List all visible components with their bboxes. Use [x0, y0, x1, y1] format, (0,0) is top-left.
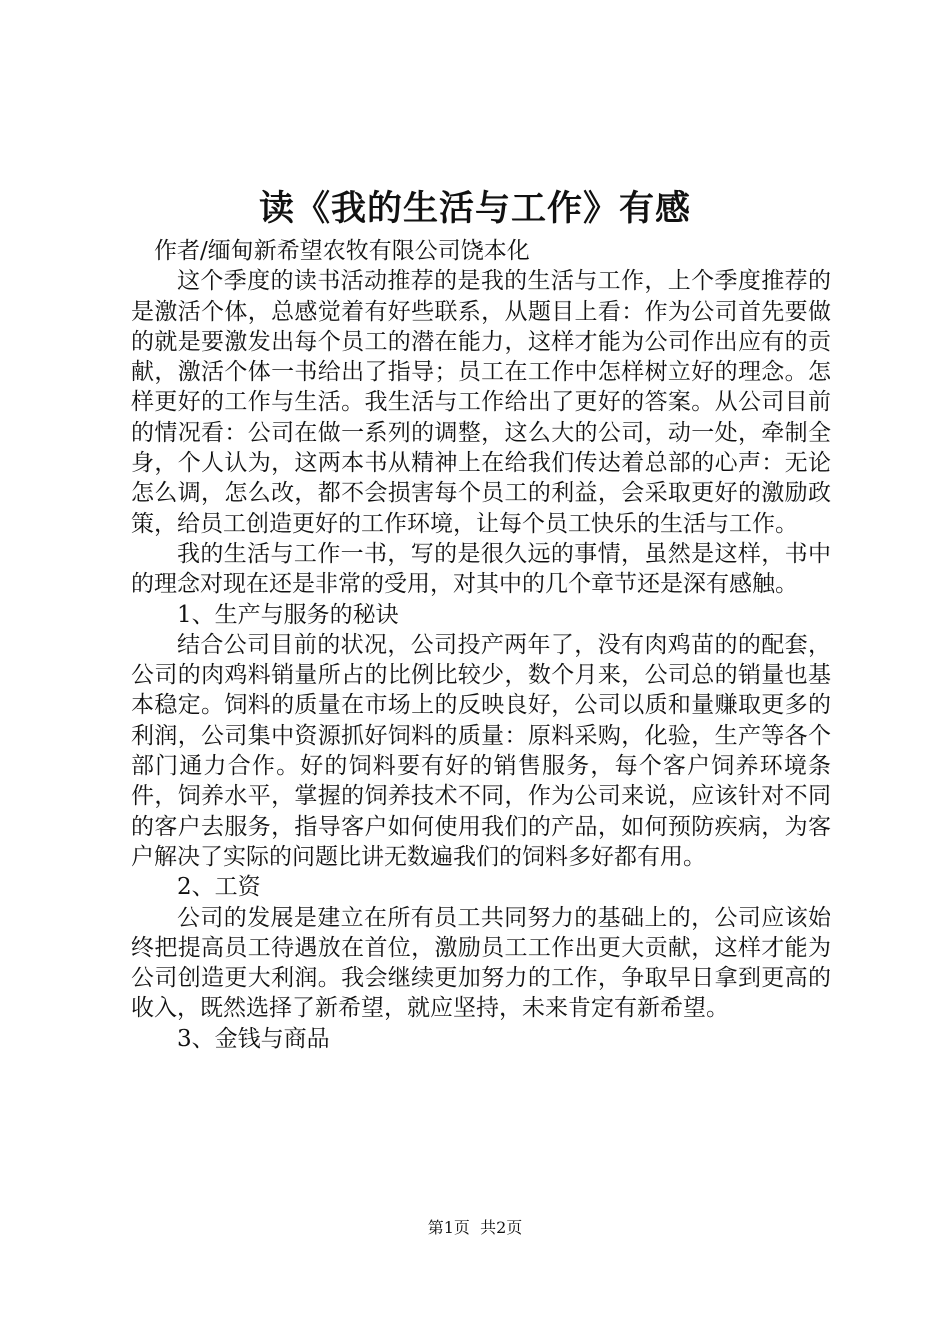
section-heading-money-goods: 3、金钱与商品 [177, 1025, 330, 1052]
paragraph-book-impression: 我的生活与工作一书，写的是很久远的事情，虽然是这样，书中的理念对现在还是非常的受用，对其中的几个章节还是深有感触。 [131, 540, 831, 598]
page-total: 共2页 [480, 1218, 523, 1237]
author-line: 作者/缅甸新希望农牧有限公司饶本化 [154, 238, 530, 264]
paragraph-production-service: 结合公司目前的状况，公司投产两年了，没有肉鸡苗的的配套，公司的肉鸡料销量所占的比例比较少，数个月来，公司总的销量也基本稳定。饲料的质量在市场上的反映良好，公司以质和量赚取更多的利润，公司集中资源抓好饲料的质量：原料采购，化验，生产等各个部门通力合作。好的饲料要有好的销售服务，每个客户饲养环境条件，饲养水平，掌握的饲养技术不同，作为公司来说，应该针对不同的客户去服务，指导客户如何使用我们的产品，如何预防疾病，为客户解决了实际的问题比讲无数遍我们的饲料多好都有用。 [131, 631, 831, 870]
page-number: 第1页 [427, 1218, 470, 1237]
section-heading-wages: 2、工资 [177, 874, 261, 901]
paragraph-wages: 公司的发展是建立在所有员工共同努力的基础上的，公司应该始终把提高员工待遇放在首位，激励员工工作出更大贡献，这样才能为公司创造更大利润。我会继续更加努力的工作，争取早日拿到更高的收入，既然选择了新希望，就应坚持，未来肯定有新希望。 [131, 904, 831, 1022]
document-title: 读《我的生活与工作》有感 [258, 188, 691, 229]
paragraph-intro: 这个季度的读书活动推荐的是我的生活与工作，上个季度推荐的是激活个体，总感觉着有好些联系，从题目上看：作为公司首先要做的就是要激发出每个员工的潜在能力，这样才能为公司作出应有的贡献，激活个体一书给出了指导；员工在工作中怎样树立好的理念。怎样更好的工作与生活。我生活与工作给出了更好的答案。从公司目前的情况看：公司在做一系列的调整，这么大的公司，动一处，牵制全身，个人认为，这两本书从精神上在给我们传达着总部的心声：无论怎么调，怎么改，都不会损害每个员工的利益，会采取更好的激励政策，给员工创造更好的工作环境，让每个员工快乐的生活与工作。 [131, 268, 831, 537]
document-body [131, 236, 831, 1054]
page-footer [0, 1216, 950, 1240]
section-heading-production-service: 1、生产与服务的秘诀 [177, 601, 399, 628]
